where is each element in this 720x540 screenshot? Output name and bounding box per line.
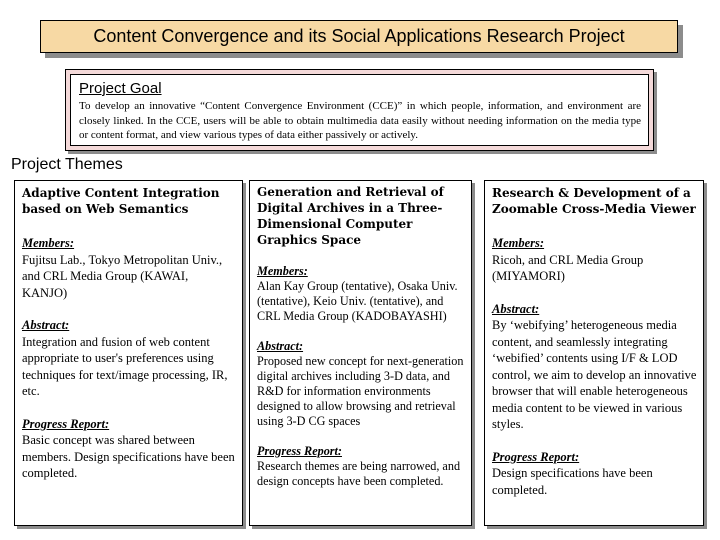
theme-card-digital-archives — [249, 180, 472, 526]
abstract-text: Proposed new concept for next-generation digital archives including 3-D data, and R&D for information environments designed to allow browsing and retrieval using 3-D CG spaces — [257, 354, 464, 428]
progress-text: Basic concept was shared between members. Design specifications have been completed. — [22, 433, 235, 480]
project-themes-heading: Project Themes — [11, 156, 123, 173]
theme-card-cross-media-viewer — [484, 180, 704, 526]
page-title-text: Content Convergence and its Social Applications Research Project — [93, 26, 625, 46]
abstract-label: Abstract: — [22, 318, 70, 332]
progress-label: Progress Report: — [22, 416, 110, 431]
members-text: Fujitsu Lab., Tokyo Metropolitan Univ., and CRL Media Group (KAWAI, KANJO) — [22, 252, 223, 300]
theme-title: Generation and Retrieval of Digital Archives in a Three-Dimensional Computer Graphics Space — [257, 185, 444, 247]
members-label: Members: — [22, 236, 75, 250]
members-label: Members: — [257, 264, 308, 278]
progress-label: Progress Report: — [492, 449, 580, 464]
page-title — [40, 20, 678, 53]
theme-title: Research & Development of a Zoomable Cross-Media Viewer — [492, 186, 696, 216]
abstract-label: Abstract: — [257, 339, 304, 353]
members-text: Alan Kay Group (tentative), Osaka Univ. (tentative), Keio Univ. (tentative), and CRL Media Group (KADOBAYASHI) — [257, 279, 458, 323]
project-goal-box — [65, 69, 654, 151]
members-label: Members: — [492, 236, 545, 250]
project-goal-inner — [70, 74, 649, 146]
progress-label: Progress Report: — [257, 444, 342, 458]
abstract-text: Integration and fusion of web content appropriate to user's preferences using techniques for text/image processing, IR, etc. — [22, 334, 228, 398]
theme-card-adaptive-content — [14, 180, 243, 526]
progress-text: Design specifications have been completed. — [492, 466, 653, 497]
progress-text: Research themes are being narrowed, and design concepts have been completed. — [257, 459, 461, 488]
project-goal-heading: Project Goal — [79, 80, 162, 97]
theme-title: Adaptive Content Integration based on Web Semantics — [22, 186, 220, 216]
abstract-text: By ‘webifying’ heterogeneous media content, and seamlessly integrating ‘webified’ contents using I/F & LOD control, we aim to develop an innovative browser that will enable heterogeneous media content to be viewed in various styles. — [492, 318, 697, 431]
abstract-label: Abstract: — [492, 301, 540, 316]
members-text: Ricoh, and CRL Media Group (MIYAMORI) — [492, 252, 644, 283]
project-goal-text: To develop an innovative “Content Convergence Environment (CCE)” in which people, information, and environment are closely linked. In the CCE, users will be able to obtain multimedia data easily without needing information on the media type or content format, and view various types of data either passively or actively. — [79, 100, 641, 142]
